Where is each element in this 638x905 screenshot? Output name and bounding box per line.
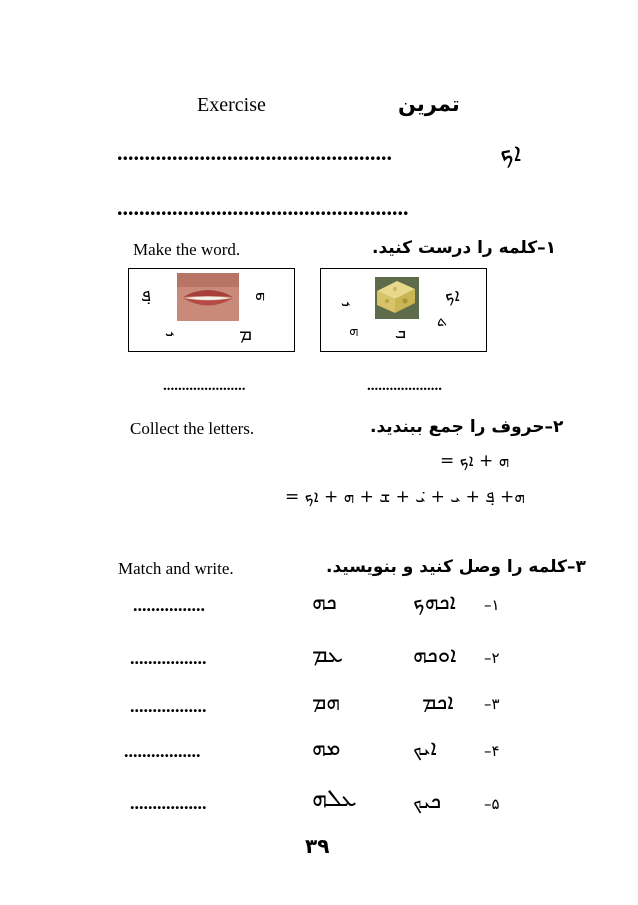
box-left-letter: ܦ݂ bbox=[141, 285, 151, 306]
equation-1: = ܗ + ܐܟ bbox=[440, 451, 510, 471]
syriac-prefix: ܐܟ bbox=[500, 138, 522, 168]
cheese-image bbox=[375, 277, 419, 319]
match-answer-2: ................. bbox=[130, 648, 207, 668]
ex2-title-english: Collect the letters. bbox=[130, 419, 255, 438]
box-right-letter: ܬ bbox=[437, 311, 448, 330]
row-number-1: –۱ bbox=[484, 596, 500, 614]
match-right-5: ܥܠܗ bbox=[312, 784, 357, 812]
match-answer-4: ................. bbox=[124, 741, 201, 761]
match-right-3: ܗܡ bbox=[312, 690, 341, 715]
answer-line-2: ..................................................... bbox=[117, 195, 409, 220]
title-persian: تمرین bbox=[398, 92, 460, 116]
equation-2: = ܗ+ ܦ݂ + ܝ + ܝ݁ + ܫ + ܗ + ܐܟ bbox=[285, 487, 525, 507]
ex3-title-persian: ۳–کلمه را وصل کنید و بنویسید. bbox=[326, 557, 586, 577]
match-left-4: ܐܝܟ bbox=[413, 736, 437, 761]
ex1-answer-right: .................... bbox=[367, 378, 442, 394]
ex1-box-right bbox=[320, 268, 487, 352]
page-number: ۳۹ bbox=[305, 834, 330, 858]
ex1-box-left bbox=[128, 268, 295, 352]
row-number-5: –۵ bbox=[484, 795, 500, 813]
box-right-letter: ܝ bbox=[341, 291, 351, 310]
row-number-2: –۲ bbox=[484, 649, 500, 667]
row-number-3: –۳ bbox=[484, 695, 500, 713]
match-left-5: ܟܝܟ bbox=[413, 789, 442, 814]
box-left-letter: ܡ bbox=[239, 321, 252, 345]
match-right-2: ܥܡ bbox=[312, 640, 344, 668]
ex1-title-english: Make the word. bbox=[133, 240, 241, 259]
mouth-image bbox=[177, 273, 239, 321]
ex1-title-persian: ۱–کلمه را درست کنید. bbox=[372, 238, 557, 258]
box-right-letter: ܒ bbox=[395, 323, 406, 342]
match-answer-5: ................. bbox=[130, 793, 207, 813]
match-answer-1: ................ bbox=[133, 595, 205, 615]
match-left-2: ܐܘܟܗ bbox=[413, 643, 457, 668]
match-answer-3: ................. bbox=[130, 696, 207, 716]
match-right-4: ܡܗ bbox=[312, 736, 341, 761]
match-left-3: ܐܟܡ bbox=[422, 690, 454, 715]
box-right-letter: ܐܟ bbox=[445, 285, 460, 306]
match-right-1: ܟܗ bbox=[312, 590, 337, 615]
ex2-title-persian: ۲–حروف را جمع ببندید. bbox=[370, 417, 564, 437]
match-left-1: ܐܟܗܟ bbox=[413, 590, 456, 615]
ex3-title-english: Match and write. bbox=[118, 559, 234, 578]
title-english: Exercise bbox=[197, 94, 266, 116]
box-left-letter: ܗ bbox=[255, 285, 266, 304]
box-right-letter: ܗ bbox=[349, 321, 359, 339]
row-number-4: –۴ bbox=[484, 742, 500, 760]
answer-line-1: .................................................. bbox=[117, 140, 392, 165]
box-left-letter: ܝ bbox=[165, 321, 175, 340]
ex1-answer-left: ...................... bbox=[163, 378, 246, 394]
